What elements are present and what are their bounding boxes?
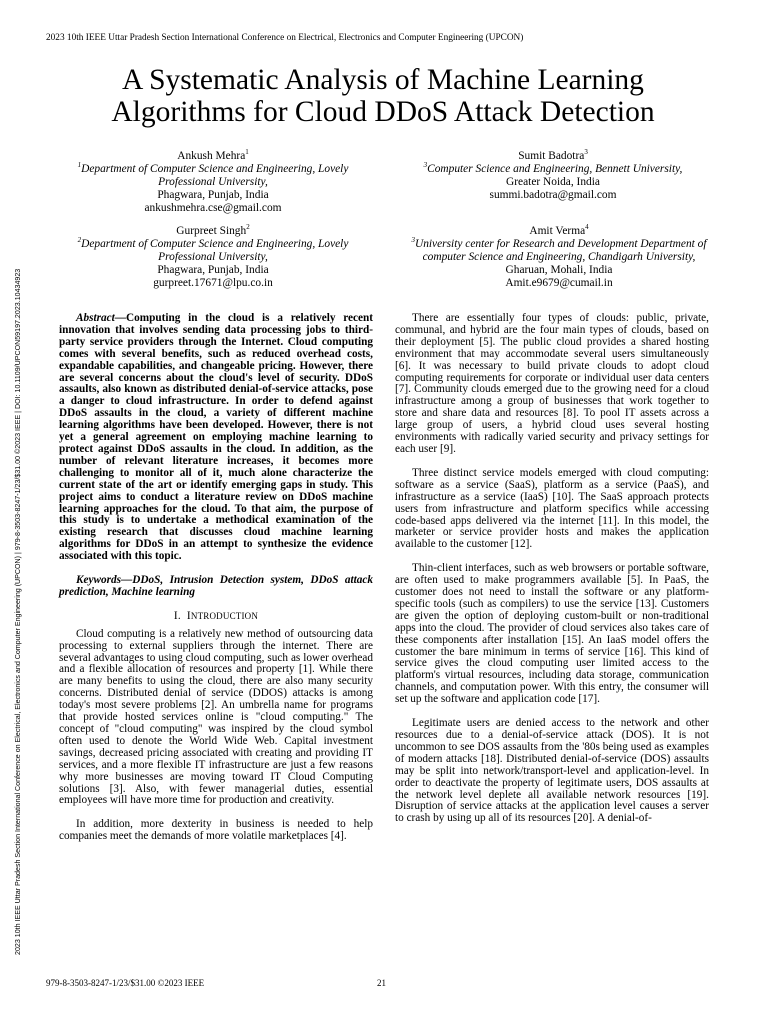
author-block-4 <box>400 225 718 290</box>
author-sup: 3 <box>584 148 588 157</box>
author-dept-line1: Department of Computer Science and Engineering, Lovely <box>81 238 349 251</box>
author-sup: 1 <box>245 148 249 157</box>
author-name: Gurpreet Singh <box>176 225 247 237</box>
author-name: Amit Verma <box>529 225 586 237</box>
side-doi-note <box>13 100 23 955</box>
author-dept-line2: computer Science and Engineering, Chandigarh University, <box>422 251 696 264</box>
author-email: gurpreet.17671@lpu.co.in <box>153 277 273 290</box>
author-location: Phagwara, Punjab, India <box>157 189 269 202</box>
paper-title-line1: A Systematic Analysis of Machine Learning <box>122 64 644 96</box>
body-paragraph: There are essentially four types of clouds: public, private, communal, and hybrid are the four main types of clouds, based on their deployment [5]. The public cloud provides a shared hosting environment that may accommodate several users simultaneously [6]. It was necessary to build private clouds to adopt cloud computing requirements for corporate or individual user data centers [7]. Community clouds emerged due to the growing need for a cloud infrastructure among a group of businesses that work together to store and share data and resources [8]. To pool IT assets across a large group of users, a hybrid cloud uses several hosting environments with radically varied security and privacy settings for each user [9]. <box>395 312 709 455</box>
author-block-3 <box>408 150 698 202</box>
author-dept-line1: Department of Computer Science and Engineering, Lovely <box>81 163 349 176</box>
author-dept-line2: Professional University, <box>158 251 268 264</box>
section-title-initial: I <box>186 609 191 622</box>
left-column <box>59 313 373 843</box>
keywords-dash: — <box>121 574 133 587</box>
author-email: ankushmehra.cse@gmail.com <box>144 202 282 215</box>
section-heading-introduction <box>59 611 373 623</box>
intro-paragraph: Cloud computing is a relatively new method of outsourcing data processing to external suppliers through the internet. There are several advantages to using cloud computing, such as lower overhead and a flexible allocation of resources and property [1]. While there are many benefits to using the cloud, there are also many security concerns. Distributed denial of service (DDOS) attacks is among today's most severe problems [2]. An umbrella name for programs that provide hosted services online is "cloud computing." The concept of "cloud computing" was inspired by the cloud symbol often used to denote the World Wide Web. Capital investment savings, decreased pricing associated with creating and providing IT services, and a more flexible IT infrastructure are just a few reasons why more businesses are moving toward IT Cloud Computing solutions [3]. Also, with fewer managerial duties, essential employees will have more time for production and creativity. <box>59 627 373 807</box>
author-name: Ankush Mehra <box>177 150 246 162</box>
intro-paragraph: In addition, more dexterity in business is needed to help companies meet the demands of more volatile marketplaces [4]. <box>59 818 373 843</box>
conference-header: 2023 10th IEEE Uttar Pradesh Section International Conference on Electrical, Electronics and Computer Engineering (UPCON) <box>46 33 524 43</box>
author-sup: 4 <box>585 223 589 232</box>
abstract-dash: — <box>114 312 127 324</box>
abstract-label: Abstract <box>76 312 115 324</box>
side-doi-text: 2023 10th IEEE Uttar Pradesh Section International Conference on Electrical, Electronics and Computer Engineering (UPCON) | 979-8-3503-8247-1/23/$31.00 ©2023 IEEE | DOI: 10.1109/UPCON59197.2023.10434923 <box>14 268 22 955</box>
body-paragraph: Thin-client interfaces, such as web browsers or portable software, are often used to make programmers available [5]. In PaaS, the customer does not need to install the software or any platform-specific tools (such as compilers) to use the service [13]. Customers are given the option of deploying custom-built or non-traditional apps into the cloud. The provider of cloud services also takes care of these components after installation [15]. An IaaS model offers the customer the bare minimum in terms of service [16]. This kind of service gives the cloud computing user limited access to the platform's virtual resources, including data storage, communication channels, and computation power. With this entry, the consumer will set up the software and application code [17]. <box>395 562 709 706</box>
footer-isbn: 979-8-3503-8247-1/23/$31.00 ©2023 IEEE <box>46 978 205 988</box>
abstract-text: Computing in the cloud is a relatively recent innovation that involves sending data processing jobs to third-party service providers through the Internet. Cloud computing comes with several benefits, such as reduced overhead costs, expandable capabilities, and changeable pricing. However, there are several concerns about the cloud's level of security. DDoS assaults, also known as distributed denial-of-service attacks, pose a danger to cloud infrastructure. In order to defend against DDoS assaults in the cloud, a variety of different machine learning algorithms have been developed. However, there is not yet a general agreement on employing machine learning to protect against DDoS assaults in the cloud. In addition, as the number of relevant literature increases, it becomes more challenging to monitor all of it, much alone characterize the current state of the art or identify emerging gaps in study. This project aims to conduct a literature review on DDoS machine learning approaches for the cloud. To that aim, the purpose of this study is to undertake a methodical examination of the existing research that discusses cloud machine learning algorithms for DDoS in an attempt to synthesize the evidence associated with this topic. <box>59 312 373 563</box>
right-column <box>395 313 709 825</box>
dept-sup: 3 <box>411 236 415 245</box>
keywords <box>59 575 373 599</box>
paper-title-line2: Algorithms for Cloud DDoS Attack Detection <box>111 96 655 128</box>
dept-sup: 1 <box>77 161 82 170</box>
author-sup: 2 <box>246 223 250 232</box>
body-paragraph: Legitimate users are denied access to the network and other resources due to a denial-of-service attack (DOS). It is not uncommon to see DOS assaults from the '80s being used as examples of modern attacks [18]. Distributed denial-of-service (DOS) assaults may be split into network/transport-level and application-level. In order to deactivate the property of legitimate users, DOS assaults at the network level deplete all available network resources [19]. Disruption of service attacks at the application level causes a server to crash by using up all of its resources [20]. A denial-of- <box>395 717 709 825</box>
section-title-rest: NTRODUCTION <box>190 610 259 621</box>
author-email: Amit.e9679@cumail.in <box>505 277 613 290</box>
author-block-2 <box>68 225 358 290</box>
keywords-label: Keywords <box>76 574 121 587</box>
body-paragraph: Three distinct service models emerged with cloud computing: software as a service (SaaS), platform as a service (PaaS), and infrastructure as a service (IaaS) [10]. The SaaS approach protects users from infrastructure and platform specifics while accessing code-based apps delivered via the internet [11]. In this model, the marketer or service provider hosts and makes the application available to the customer [12]. <box>395 466 709 551</box>
dept-sup: 3 <box>423 161 428 170</box>
paper-title <box>60 64 706 128</box>
author-location: Phagwara, Punjab, India <box>157 264 269 277</box>
page-number: 21 <box>377 978 386 988</box>
dept-sup: 2 <box>77 236 82 245</box>
author-dept-line1: University center for Research and Development Department of <box>414 238 707 251</box>
author-location: Gharuan, Mohali, India <box>505 264 613 277</box>
author-dept-line1: Computer Science and Engineering, Bennett University, <box>427 163 683 176</box>
abstract <box>59 313 373 563</box>
author-name: Sumit Badotra <box>518 150 585 162</box>
keywords-text: DDoS, Intrusion Detection system, DDoS attack prediction, Machine learning <box>59 574 373 598</box>
author-block-1 <box>68 150 358 215</box>
author-dept-line2: Professional University, <box>158 176 268 189</box>
author-email: summi.badotra@gmail.com <box>489 189 617 202</box>
section-number: I. <box>173 609 181 622</box>
author-location: Greater Noida, India <box>506 176 600 189</box>
